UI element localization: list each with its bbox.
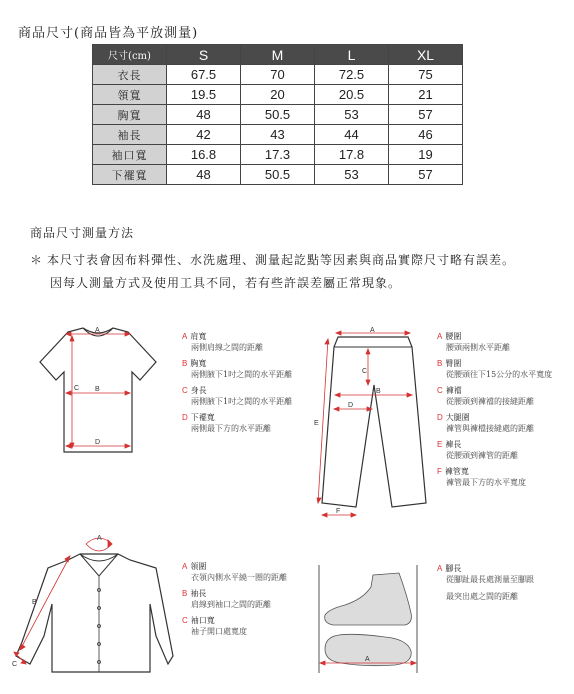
legend-desc: 兩側最下方的水平距離	[191, 424, 271, 433]
table-cell: 53	[315, 165, 389, 185]
table-cell: 20.5	[315, 85, 389, 105]
table-cell: 19.5	[167, 85, 241, 105]
shirt-mark-a: A	[97, 535, 102, 542]
shirt-mark-c: C	[12, 661, 18, 668]
legend-desc: 從腰頭往下15公分的水平寬度	[446, 370, 553, 379]
row-label: 下襬寬	[93, 165, 167, 185]
legend-item	[437, 441, 552, 460]
note-line-2: 因每人測量方式及使用工具不同，若有些許誤差屬正常現象。	[50, 276, 402, 290]
legend-letter: B	[182, 359, 188, 368]
pants-legend	[437, 333, 552, 495]
legend-desc: 最突出處之間的距離	[446, 592, 518, 601]
legend-item	[182, 360, 292, 379]
row-label: 胸寬	[93, 105, 167, 125]
pants-mark-f: F	[336, 508, 341, 515]
pants-diagram	[310, 325, 435, 525]
legend-letter: B	[182, 589, 188, 598]
legend-title: 下襬寬	[190, 413, 215, 422]
legend-item	[437, 565, 534, 601]
table-row	[93, 145, 463, 165]
legend-title: 袖長	[190, 589, 207, 598]
table-cell: 50.5	[241, 105, 315, 125]
pants-outline	[322, 337, 426, 507]
pants-line-e	[318, 339, 328, 503]
legend-letter: A	[437, 564, 443, 573]
table-cell: 43	[241, 125, 315, 145]
legend-letter: A	[182, 332, 188, 341]
legend-desc: 腰頭兩側水平距離	[446, 343, 510, 352]
table-cell: 53	[315, 105, 389, 125]
legend-letter: F	[437, 467, 442, 476]
tshirt-legend	[182, 333, 292, 441]
row-label: 領寬	[93, 85, 167, 105]
legend-desc: 兩側腋下1吋之間的水平距離	[191, 370, 293, 379]
size-header-l: L	[315, 45, 389, 65]
row-label: 衣長	[93, 65, 167, 85]
table-cell: 72.5	[315, 65, 389, 85]
row-label: 袖長	[93, 125, 167, 145]
table-cell: 44	[315, 125, 389, 145]
legend-desc: 褲管最下方的水平寬度	[446, 478, 526, 487]
note-line-1	[30, 251, 515, 268]
legend-title: 大腿圍	[445, 413, 470, 422]
tshirt-mark-c: C	[74, 385, 80, 392]
table-cell: 57	[389, 105, 463, 125]
shirt-line-b	[20, 556, 70, 650]
table-cell: 20	[241, 85, 315, 105]
corner-header: 尺寸(cm)	[93, 45, 167, 65]
pants-mark-b: B	[376, 388, 381, 395]
legend-title: 褲襠	[445, 386, 462, 395]
table-cell: 46	[389, 125, 463, 145]
legend-title: 腰圍	[445, 332, 462, 341]
legend-title: 臀圍	[445, 359, 462, 368]
legend-item	[182, 563, 287, 582]
legend-letter: A	[182, 562, 188, 571]
table-cell: 48	[167, 165, 241, 185]
shirt-collar	[80, 554, 118, 576]
asterisk: ＊	[30, 253, 44, 267]
foot-diagram	[315, 565, 425, 675]
foot-legend	[437, 565, 534, 609]
pants-mark-e: E	[314, 420, 319, 427]
legend-item	[182, 617, 287, 636]
legend-item	[437, 360, 552, 379]
tshirt-diagram	[28, 322, 168, 462]
table-cell: 17.8	[315, 145, 389, 165]
legend-title: 褲管寬	[444, 467, 469, 476]
legend-desc: 褲管與褲檔接縫處的距離	[446, 424, 534, 433]
legend-desc: 衣領內側水平繞一圈的距離	[191, 573, 287, 582]
legend-item	[182, 387, 292, 406]
legend-letter: C	[182, 616, 188, 625]
legend-title: 肩寬	[190, 332, 207, 341]
size-header-m: M	[241, 45, 315, 65]
table-cell: 75	[389, 65, 463, 85]
legend-desc: 從腰頭到褲管的距離	[446, 451, 518, 460]
shirt-diagram	[8, 532, 173, 672]
table-cell: 57	[389, 165, 463, 185]
legend-desc: 兩側肩線之間的距離	[191, 343, 263, 352]
legend-desc: 肩線到袖口之間的距離	[191, 600, 271, 609]
legend-title: 胸寬	[190, 359, 207, 368]
size-header-xl: XL	[389, 45, 463, 65]
legend-item	[437, 387, 552, 406]
table-cell: 48	[167, 105, 241, 125]
legend-desc: 從腳趾最長處測量至腳跟	[446, 575, 534, 584]
foot-side-view	[325, 573, 412, 625]
method-title: 商品尺寸測量方法	[30, 226, 135, 240]
table-cell: 16.8	[167, 145, 241, 165]
legend-item	[437, 333, 552, 352]
table-row	[93, 125, 463, 145]
legend-item	[182, 414, 292, 433]
legend-item	[437, 468, 552, 487]
table-cell: 42	[167, 125, 241, 145]
legend-item	[437, 414, 552, 433]
table-cell: 21	[389, 85, 463, 105]
foot-mark-a: A	[365, 656, 370, 663]
legend-desc: 袖子開口處寬度	[191, 627, 247, 636]
tshirt-mark-a: A	[95, 327, 100, 334]
size-header-s: S	[167, 45, 241, 65]
table-cell: 19	[389, 145, 463, 165]
table-cell: 50.5	[241, 165, 315, 185]
legend-desc: 兩側腋下1吋之間的水平距離	[191, 397, 293, 406]
size-table	[92, 44, 463, 185]
legend-letter: D	[182, 413, 188, 422]
table-row	[93, 85, 463, 105]
table-row	[93, 65, 463, 85]
tshirt-mark-b: B	[95, 386, 100, 393]
legend-letter: C	[182, 386, 188, 395]
table-row	[93, 165, 463, 185]
pants-mark-a: A	[370, 327, 375, 334]
table-cell: 70	[241, 65, 315, 85]
legend-title: 腳長	[445, 564, 462, 573]
table-cell: 67.5	[167, 65, 241, 85]
legend-letter: B	[437, 359, 443, 368]
legend-title: 袖口寬	[190, 616, 215, 625]
table-cell: 17.3	[241, 145, 315, 165]
legend-item	[182, 333, 292, 352]
legend-title: 領圍	[190, 562, 207, 571]
legend-desc: 從腰頭到褲襠的接縫距離	[446, 397, 534, 406]
shirt-mark-b: B	[32, 599, 37, 606]
legend-letter: D	[437, 413, 443, 422]
legend-letter: E	[437, 440, 443, 449]
page-title: 商品尺寸(商品皆為平放測量)	[18, 26, 199, 41]
tshirt-mark-d: D	[95, 439, 101, 446]
legend-letter: A	[437, 332, 443, 341]
note-text-1: 本尺寸表會因布料彈性、水洗處理、測量起訖點等因素與商品實際尺寸略有誤差。	[47, 253, 516, 267]
row-label: 袖口寬	[93, 145, 167, 165]
size-table-header	[93, 45, 463, 65]
pants-mark-d: D	[348, 402, 354, 409]
pants-mark-c: C	[362, 368, 368, 375]
legend-title: 身長	[190, 386, 207, 395]
table-row	[93, 105, 463, 125]
legend-letter: C	[437, 386, 443, 395]
legend-item	[182, 590, 287, 609]
legend-title: 褲長	[445, 440, 462, 449]
shirt-legend	[182, 563, 287, 644]
